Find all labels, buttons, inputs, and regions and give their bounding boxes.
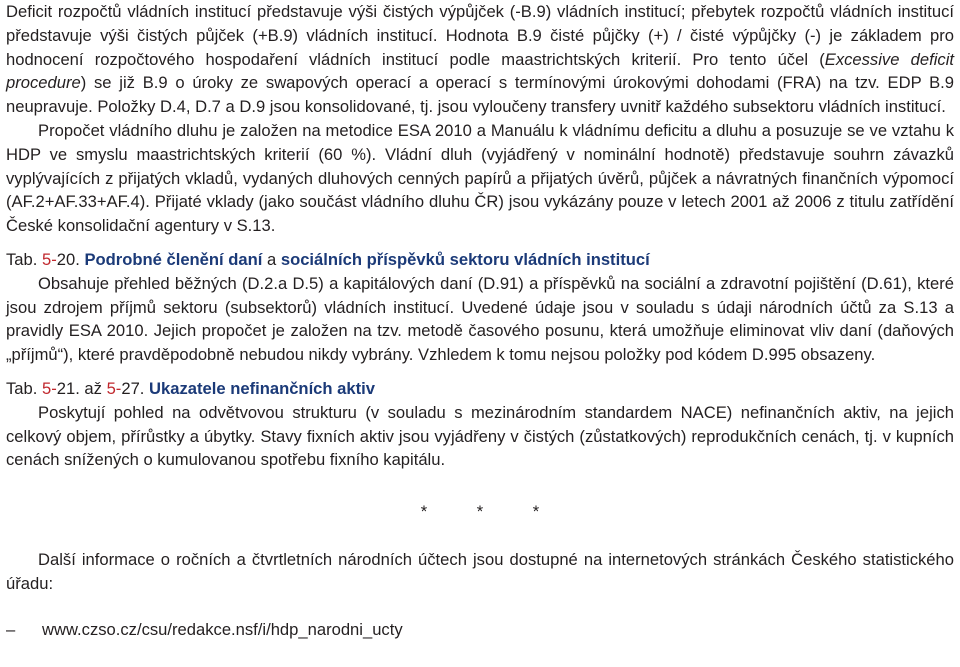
spacer <box>6 524 954 548</box>
edp-term: Excessive deficit procedure <box>6 49 954 93</box>
table-title-taxes: Podrobné členění daní <box>84 249 263 269</box>
table-prefix: Tab. <box>6 249 42 269</box>
table-heading-taxes <box>6 248 954 272</box>
link-row <box>6 618 954 642</box>
paragraph-government-debt: Propočet vládního dluhu je založen na metodice ESA 2010 a Manuálu k vládnímu deficitu a dluhu a posuzuje se ve vztahu k HDP ve smyslu maastrichtských kriterií (60 %). Vládní dluh (vyjádřený v nominální hodnotě) představuje souhrn závazků vyplývajících z přijatých vkladů, vydaných dluhových cenných papírů a přijatých úvěrů, půjček a návratných finančních výpomocí (AF.2+AF.33+AF.4). Přijaté vklady (jako součást vládního dluhu ČR) jsou vykázány pouze v letech 2001 až 2006 z titulu zatřídění České konsolidační agentury v S.13. <box>6 120 954 236</box>
table-chapter-number: 5- <box>41 249 57 269</box>
table-title-connector: a <box>262 249 281 269</box>
paragraph-deficit-text-b: ) se již B.9 o úroky ze swapových operací a operací s termínovými úrokovými dohodami (FRA) na tzv. EDP B.9 neupravuje. Položky D.4, D.7 a D.9 jsou konsolidované, tj. jsou vyloučeny transfery uvnitř každého subsektoru vládních institucí. <box>6 73 954 117</box>
spacer <box>6 472 954 500</box>
table-number: 27. <box>121 378 150 398</box>
section-separator <box>6 500 954 524</box>
table-heading-nonfinancial-assets <box>6 377 954 401</box>
spacer <box>6 238 954 248</box>
separator-star: * <box>420 502 428 522</box>
list-dash: – <box>6 619 16 639</box>
spacer <box>6 596 954 618</box>
table-number-range: 21. až <box>56 378 107 398</box>
table-title-assets: Ukazatele nefinančních aktiv <box>149 378 375 398</box>
table-prefix: Tab. <box>6 378 42 398</box>
paragraph-assets-description: Poskytují pohled na odvětvovou strukturu (v souladu s mezinárodním standardem NACE) nefinančních aktiv, na jejich celkový objem, přírůstky a úbytky. Stavy fixních aktiv jsou vyjádřeny v čistých (zůstatkových) reprodukčních cenách, tj. v kupních cenách snížených o kumulovanou spotřebu fixního kapitálu. <box>6 402 954 470</box>
separator-star: * <box>476 502 484 522</box>
table-chapter-number: 5- <box>41 378 57 398</box>
table-number: 20. <box>56 249 85 269</box>
paragraph-more-info: Další informace o ročních a čtvrtletních národních účtech jsou dostupné na internetových stránkách Českého statistického úřadu: <box>6 549 954 593</box>
spacer <box>6 367 954 377</box>
table-title-contributions: sociálních příspěvků sektoru vládních institucí <box>280 249 650 269</box>
czso-link[interactable]: www.czso.cz/csu/redakce.nsf/i/hdp_narodni_ucty <box>42 619 403 639</box>
table-chapter-number: 5- <box>106 378 122 398</box>
paragraph-taxes-description: Obsahuje přehled běžných (D.2.a D.5) a kapitálových daní (D.91) a příspěvků na sociální a zdravotní pojištění (D.61), které jsou zdrojem příjmů sektoru (subsektorů) vládních institucí. Uvedené údaje jsou v souladu s údaji národních účtů za S.13 a pravidly ESA 2010. Jejich propočet je založen na tzv. metodě časového posunu, která umožňuje eliminovat vliv daní (daňových „příjmů“), které pravděpodobně nebudou nikdy vybrány. Vzhledem k tomu nejsou položky pod kódem D.995 obsazeny. <box>6 273 954 365</box>
separator-star: * <box>532 502 540 522</box>
paragraph-deficit-text-a: Deficit rozpočtů vládních institucí představuje výši čistých výpůjček (-B.9) vládních institucí; přebytek rozpočtů vládních institucí představuje výši čistých půjček (+B.9) vládních institucí. Hodnota B.9 čisté půjčky (+) / čisté výpůjčky (-) je základem pro hodnocení rozpočtového hospodaření vládních institucí podle maastrichtských kriterií. Pro tento účel ( <box>6 2 954 69</box>
paragraph-deficit <box>6 0 954 119</box>
